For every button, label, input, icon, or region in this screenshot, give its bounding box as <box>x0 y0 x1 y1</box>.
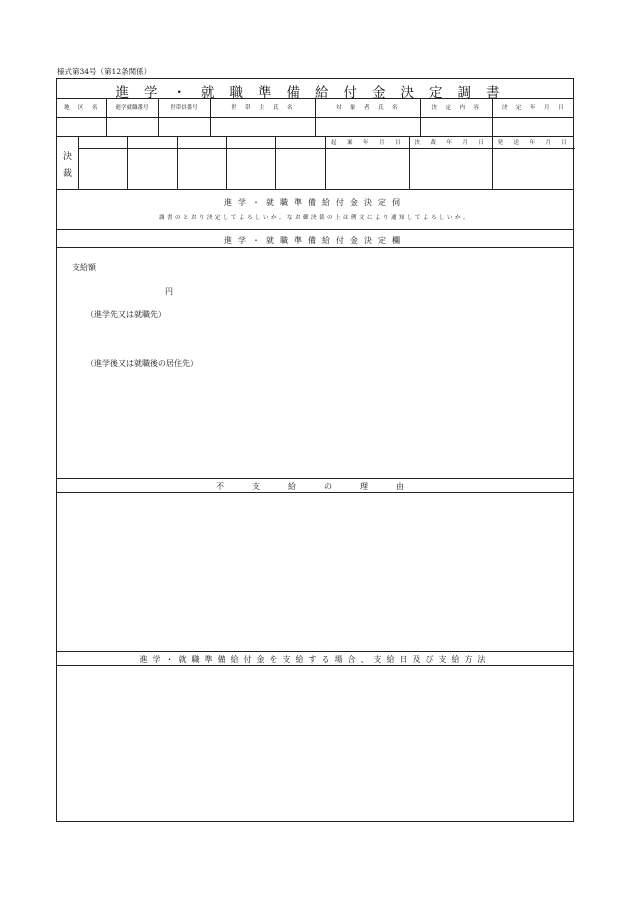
header-dispatch-date: 発 送 年 月 日 <box>497 140 570 146</box>
approval-label: 決 裁 <box>63 152 73 179</box>
header-target-person: 対 象 者 氏 名 <box>335 105 399 111</box>
header-decision-content: 決 定 内 容 <box>431 105 481 111</box>
header-decision-date: 決 定 年 月 日 <box>501 105 565 111</box>
header-approval-date: 決 裁 年 月 日 <box>414 140 487 146</box>
header-member-number: 世帯員番号 <box>170 105 198 111</box>
header-draft-date: 起 案 年 月 日 <box>330 140 403 146</box>
form-number: 様式第34号（第12条関係） <box>57 67 152 76</box>
inquiry-title: 進学・就職準備給付金決定伺 <box>224 198 406 207</box>
decision-title: 進学・就職準備給付金決定欄 <box>224 236 406 245</box>
school-or-job-label: （進学先又は就職先） <box>86 310 166 319</box>
header-district: 地 区 名 <box>63 105 99 111</box>
payment-method-title: 進学・就職準備給付金を支給する場合、支給日及び支給方法 <box>139 655 491 664</box>
residence-label: （進学後又は就職後の居住先） <box>86 359 198 368</box>
header-case-number: 進学就職番号 <box>115 105 149 111</box>
amount-label: 支給額 <box>72 263 96 272</box>
form-title: 進学・就職準備給付金決定調書 <box>115 85 515 101</box>
non-payment-title: 不 支 給 の 理 由 <box>216 482 414 491</box>
header-household-head: 世 帯 主 氏 名 <box>230 105 294 111</box>
yen-label: 円 <box>165 287 173 296</box>
inquiry-text: 調書のとおり決定してよろしいか。なお御決裁の上は例文により通知してよろしいか。 <box>158 215 471 221</box>
decision-form <box>56 78 574 822</box>
